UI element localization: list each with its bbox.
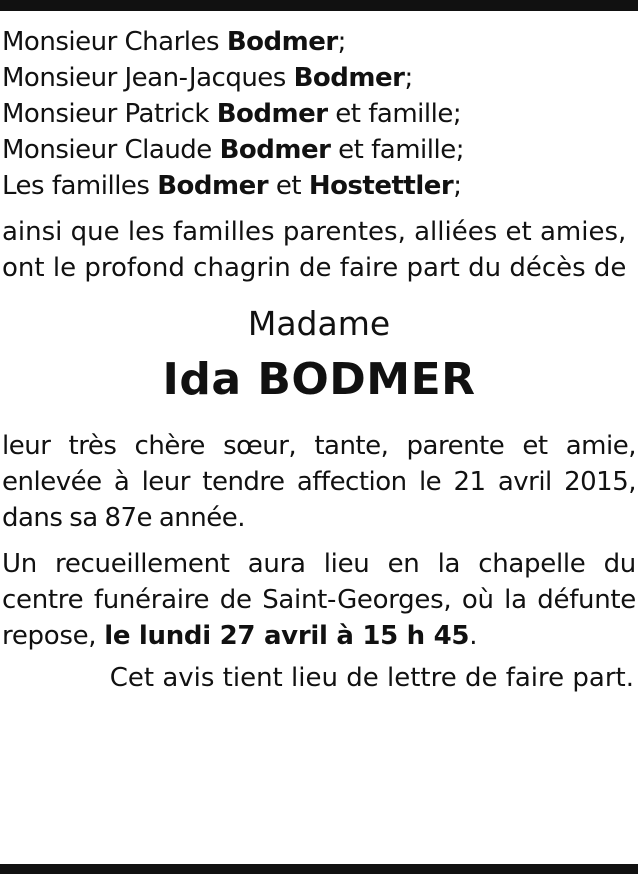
ceremony-paragraph xyxy=(2,546,636,654)
family-suffix: et famille; xyxy=(330,135,464,165)
family-line-charles xyxy=(2,24,636,60)
family-line-jean-jacques xyxy=(2,60,636,96)
bottom-border xyxy=(0,864,638,874)
ceremony-date: le lundi 27 avril à 15 h 45 xyxy=(104,621,470,651)
family-surname: Bodmer xyxy=(216,99,328,129)
family-suffix: et famille; xyxy=(327,99,462,129)
ceremony-text: Un recueillement aura lieu en la chapelle du centre funéraire de Saint-Georges, où la défunte repose, xyxy=(2,549,636,651)
family-name-text: Monsieur Claude xyxy=(2,135,220,165)
family-suffix: ; xyxy=(337,27,346,57)
family-connector: et xyxy=(268,171,309,201)
family-line-families xyxy=(2,168,636,204)
family-name-text: Monsieur Jean-Jacques xyxy=(2,63,294,93)
ceremony-end: . xyxy=(469,621,478,651)
family-line-patrick xyxy=(2,96,636,132)
family-surname-2: Hostettler xyxy=(308,171,454,201)
deceased-name: Ida BODMER xyxy=(162,354,476,405)
family-surname: Bodmer xyxy=(293,63,405,93)
family-line-claude xyxy=(2,132,636,168)
family-suffix: ; xyxy=(404,63,413,93)
family-surname: Bodmer xyxy=(226,27,338,57)
family-name-text: Les familles xyxy=(2,171,158,201)
family-surname: Bodmer xyxy=(219,135,331,165)
obituary-notice xyxy=(2,24,636,696)
top-border xyxy=(0,0,638,11)
family-surname: Bodmer xyxy=(157,171,269,201)
family-name-text: Monsieur Charles xyxy=(2,27,227,57)
family-suffix: ; xyxy=(453,171,462,201)
family-name-text: Monsieur Patrick xyxy=(2,99,217,129)
relation-paragraph: leur très chère sœur, tante, parente et amie, enlevée à leur tendre affection le 21 avril 2015, dans sa 87e année. xyxy=(2,431,636,533)
intro-relatives: ainsi que les familles parentes, alliées et amies, xyxy=(2,217,627,247)
deceased-title: Madame xyxy=(247,304,391,343)
closing-note: Cet avis tient lieu de lettre de faire part. xyxy=(109,663,634,693)
intro-announcement: ont le profond chagrin de faire part du décès de xyxy=(2,253,627,283)
